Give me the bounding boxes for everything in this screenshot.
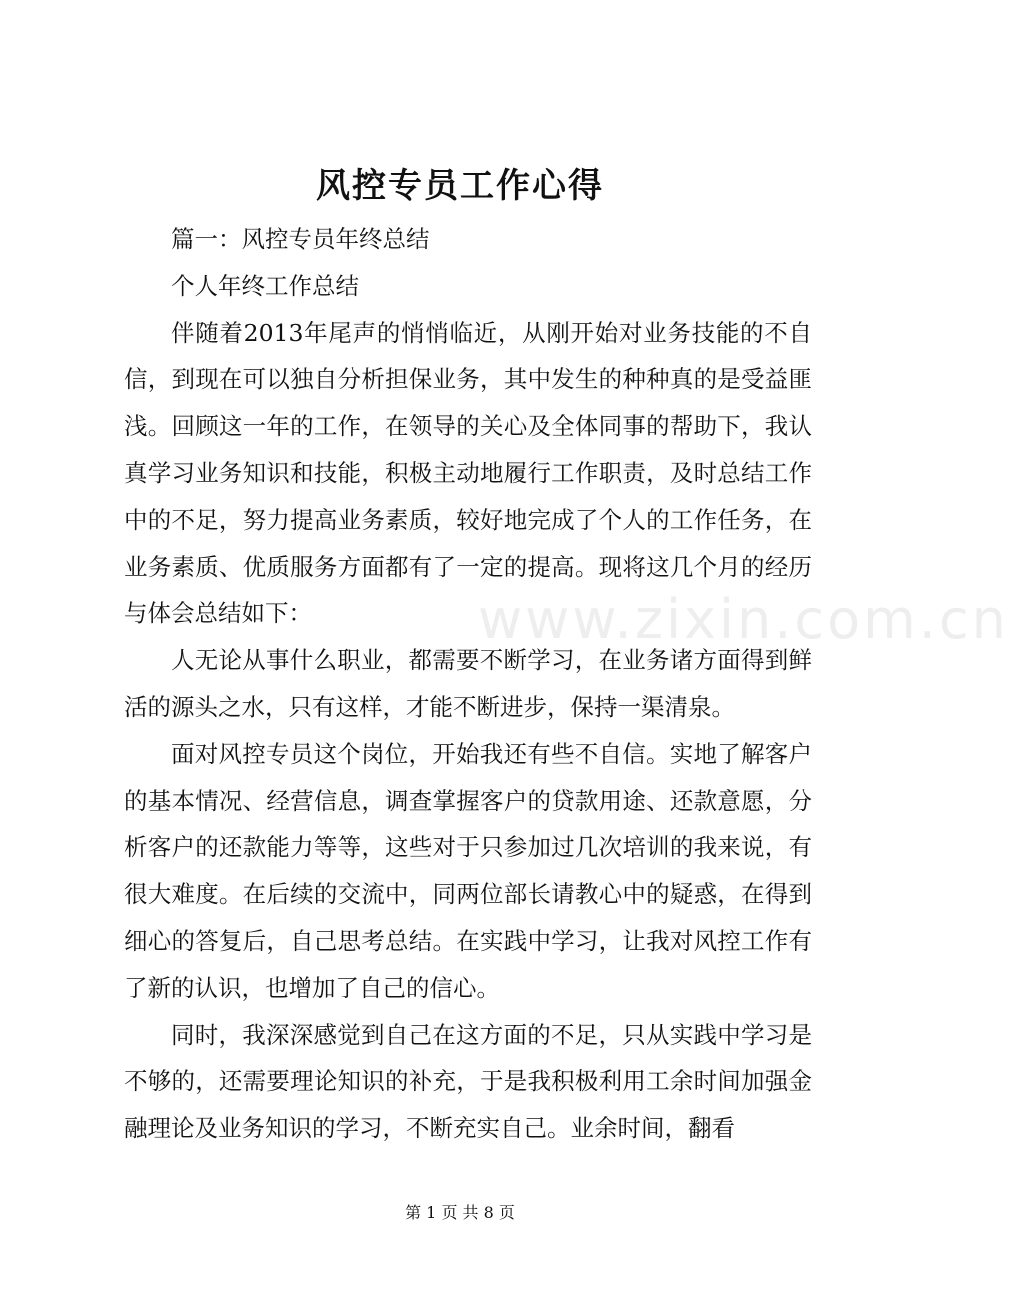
page-footer: 第 1 页 共 8 页	[405, 1203, 515, 1222]
paragraph: 伴随着2013年尾声的悄悄临近，从刚开始对业务技能的不自信，到现在可以独自分析担保业务，其中发生的种种真的是受益匪浅。回顾这一年的工作，在领导的关心及全体同事的帮助下，我认真学习业务知识和技能，积极主动地履行工作职责，及时总结工作中的不足，努力提高业务素质，较好地完成了个人的工作任务，在业务素质、优质服务方面都有了一定的提高。现将这几个月的经历与体会总结如下：	[124, 318, 812, 628]
subheading: 个人年终工作总结	[171, 271, 359, 300]
paragraph: 同时，我深深感觉到自己在这方面的不足，只从实践中学习是不够的，还需要理论知识的补充，于是我积极利用工余时间加强金融理论及业务知识的学习，不断充实自己。业余时间，翻看	[124, 1020, 812, 1143]
document-body	[124, 216, 812, 1152]
watermark: www.zixin.com.cn	[478, 588, 1009, 651]
paragraph: 面对风控专员这个岗位，开始我还有些不自信。实地了解客户的基本情况、经营信息，调查掌握客户的贷款用途、还款意愿，分析客户的还款能力等等，这些对于只参加过几次培训的我来说，有很大难度。在后续的交流中，同两位部长请教心中的疑惑，在得到细心的答复后，自己思考总结。在实践中学习，让我对风控工作有了新的认识，也增加了自己的信心。	[124, 739, 812, 1002]
paragraph: 人无论从事什么职业，都需要不断学习，在业务诸方面得到鲜活的源头之水，只有这样，才能不断进步，保持一渠清泉。	[124, 646, 812, 721]
section-heading: 篇一：风控专员年终总结	[171, 225, 430, 253]
document-title: 风控专员工作心得	[316, 166, 604, 206]
